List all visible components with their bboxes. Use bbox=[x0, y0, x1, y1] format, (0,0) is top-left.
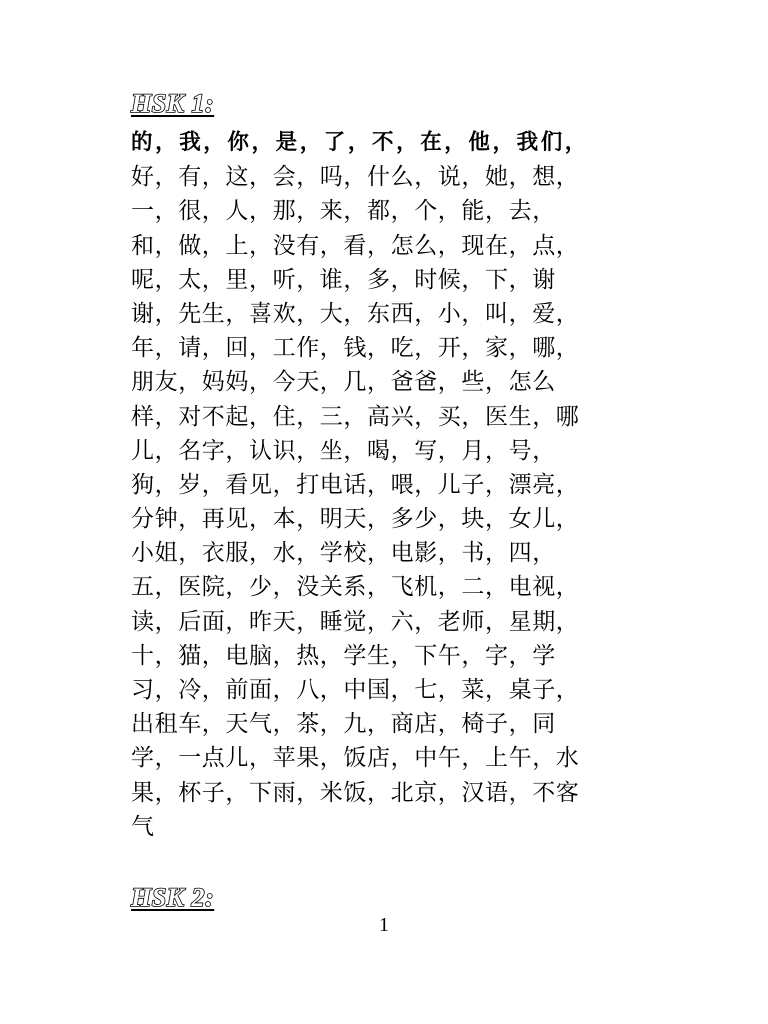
word-line: 小姐，衣服，水，学校，电影，书，四， bbox=[131, 540, 556, 567]
page-number: 1 bbox=[379, 914, 389, 936]
word-line: 一，很，人，那，来，都，个，能，去， bbox=[131, 198, 556, 225]
word-line: 朋友，妈妈，今天，几，爸爸，些，怎么 bbox=[131, 369, 556, 396]
word-line: 年，请，回，工作，钱，吃，开，家，哪， bbox=[131, 335, 580, 362]
word-line: 好，有，这，会，吗，什么，说，她，想， bbox=[131, 164, 580, 191]
word-line: 狗，岁，看见，打电话，喂，儿子，漂亮， bbox=[131, 471, 580, 498]
word-line: 呢，太，里，听，谁，多，时候，下，谢 bbox=[131, 266, 556, 293]
hsk1-word-list bbox=[131, 126, 631, 844]
word-line: 气 bbox=[131, 813, 155, 840]
word-line: 儿，名字，认识，坐，喝，写，月，号， bbox=[131, 437, 556, 464]
word-line: 习，冷，前面，八，中国，七，菜，桌子， bbox=[131, 677, 580, 703]
word-line: 和，做，上，没有，看，怎么，现在，点， bbox=[131, 232, 580, 259]
word-line: 分钟，再见，本，明天，多少，块，女儿， bbox=[131, 506, 580, 533]
word-line: 谢，先生，喜欢，大，东西，小，叫，爱， bbox=[131, 300, 580, 327]
heading-hsk1: HSK 1: bbox=[131, 89, 215, 118]
heading-hsk2: HSK 2: bbox=[131, 883, 215, 912]
word-line: 果，杯子，下雨，米饭，北京，汉语，不客 bbox=[131, 779, 580, 806]
word-line: 样，对不起，住，三，高兴，买，医生，哪 bbox=[131, 403, 580, 430]
word-line: 的，我，你，是，了，不，在，他，我们， bbox=[131, 130, 589, 155]
word-line: 十，猫，电脑，热，学生，下午，字，学 bbox=[131, 642, 556, 669]
word-line: 学，一点儿，苹果，饭店，中午，上午，水 bbox=[131, 745, 580, 772]
word-line: 五，医院，少，没关系，飞机，二，电视， bbox=[131, 574, 580, 601]
word-line: 读，后面，昨天，睡觉，六，老师，星期， bbox=[131, 608, 580, 635]
word-line: 出租车，天气，茶，九，商店，椅子，同 bbox=[131, 711, 556, 738]
